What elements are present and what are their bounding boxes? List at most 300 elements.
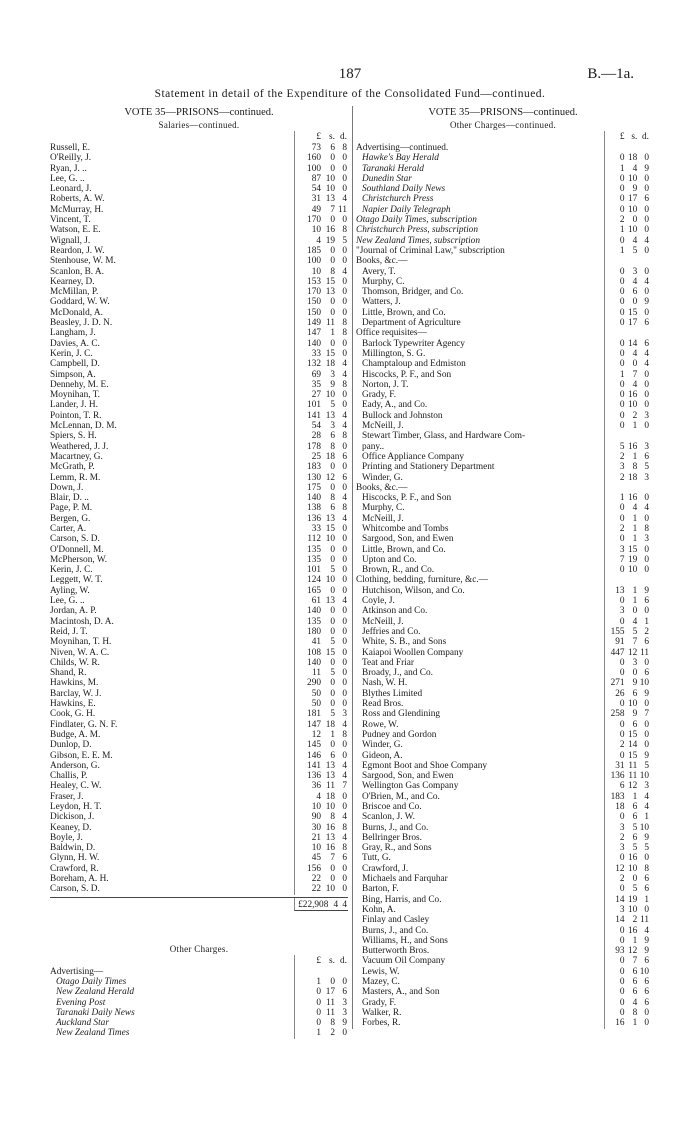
amount-pounds: 108 xyxy=(307,647,321,658)
amount-shillings: 5 xyxy=(632,843,638,854)
entry-name: Ross and Glendining xyxy=(362,709,440,720)
amount-pence: 4 xyxy=(644,276,650,287)
table-row xyxy=(356,678,650,688)
amount-shillings: 12 xyxy=(627,946,638,957)
amount-shillings: 7 xyxy=(632,369,638,380)
amount-shillings: 3 xyxy=(632,657,638,668)
amount-shillings: 0 xyxy=(330,338,335,349)
table-row xyxy=(356,267,650,277)
table-row xyxy=(356,1018,650,1028)
table-row xyxy=(50,297,348,307)
entry-name: McLennan, D. M. xyxy=(50,421,117,432)
amount-pounds: 165 xyxy=(307,585,321,596)
entry-name: Barclay, W. J. xyxy=(50,688,102,699)
amount-pence: 10 xyxy=(639,678,650,689)
amount-pounds: 101 xyxy=(307,565,321,576)
amount-shillings: 9 xyxy=(632,678,638,689)
entry-name: Jordan, A. P. xyxy=(50,606,97,617)
amount-shillings xyxy=(625,483,638,493)
amount-shillings: 10 xyxy=(627,204,638,215)
table-row xyxy=(356,215,650,225)
amount-shillings: 3 xyxy=(330,421,335,432)
table-row xyxy=(50,194,348,204)
amount-pence: 4 xyxy=(644,925,650,936)
amount-shillings: 13 xyxy=(325,513,335,524)
entry-name: New Zealand Times, subscription xyxy=(356,235,480,246)
table-row xyxy=(50,617,348,627)
entry-name: Scanlon, J. W. xyxy=(362,812,415,823)
amount-shillings: 0 xyxy=(330,740,335,751)
table-row xyxy=(50,421,348,431)
entry-name: Fraser, J. xyxy=(50,791,84,802)
amount-pounds: 3 xyxy=(619,822,625,833)
amount-shillings: 0 xyxy=(330,482,335,493)
amount-shillings: 10 xyxy=(627,863,638,874)
amount-pence: 5 xyxy=(644,760,650,771)
table-row xyxy=(356,164,650,174)
table-row xyxy=(50,730,348,740)
amount-shillings: 3 xyxy=(330,369,335,380)
amount-pence: 11 xyxy=(640,915,650,926)
amount-shillings: 17 xyxy=(627,194,638,205)
amount-shillings xyxy=(625,256,638,266)
entry-name: Spiers, S. H. xyxy=(50,431,97,442)
amount-pence: 0 xyxy=(342,647,347,658)
amount-pounds: 0 xyxy=(619,657,625,668)
entry-name: Macartney, G. xyxy=(50,451,103,462)
entry-name: Dickison, J. xyxy=(50,812,95,823)
amount-pounds: 101 xyxy=(307,400,321,411)
amount-shillings: 13 xyxy=(325,410,335,421)
amount-pence: 0 xyxy=(644,215,650,226)
amount-pence: 0 xyxy=(342,400,347,411)
amount-pounds: 31 xyxy=(311,194,321,205)
entry-name: Department of Agriculture xyxy=(362,318,461,329)
entry-name: Egmont Boot and Shoe Company xyxy=(362,760,487,771)
table-row xyxy=(356,277,650,287)
amount-shillings: 5 xyxy=(330,668,335,679)
entry-name: Reardon, J. W. xyxy=(50,245,105,256)
amount-pounds: 6 xyxy=(619,781,625,792)
entry-name: Reid, J. T. xyxy=(50,626,88,637)
entry-name: Brown, R., and Co. xyxy=(362,565,435,576)
amount-pence: 0 xyxy=(644,719,650,730)
entry-name: Kerin, J. C. xyxy=(50,565,93,576)
amount-pence: 0 xyxy=(342,863,347,874)
amount-pounds: 0 xyxy=(619,513,625,524)
amount-pence: 6 xyxy=(644,987,650,998)
amount-shillings: 8 xyxy=(632,462,638,473)
entry-name: pany.. xyxy=(362,441,385,452)
entry-name: Bergen, G. xyxy=(50,513,91,524)
amount-shillings: 1 xyxy=(632,451,638,462)
table-row xyxy=(50,473,348,483)
table-row xyxy=(356,874,650,884)
amount-shillings: 0 xyxy=(330,544,335,555)
amount-pounds xyxy=(605,143,625,153)
amount-pence: 8 xyxy=(342,225,347,236)
amount-shillings: 0 xyxy=(330,153,335,164)
entry-name: Glynn, H. W. xyxy=(50,853,100,864)
amount-pence: 0 xyxy=(644,565,650,576)
amount-pounds: 153 xyxy=(307,276,321,287)
amount-shillings: 0 xyxy=(330,616,335,627)
entry-name: Baldwin, D. xyxy=(50,843,96,854)
entry-name: Lewis, W. xyxy=(362,966,400,977)
table-row xyxy=(356,225,650,235)
table-row xyxy=(356,287,650,297)
table-row xyxy=(356,205,650,215)
amount-pence: 5 xyxy=(644,462,650,473)
amount-pence: 4 xyxy=(342,719,347,730)
amount-shillings: 15 xyxy=(627,729,638,740)
entry-name: Carson, S. D. xyxy=(50,534,100,545)
table-row xyxy=(50,637,348,647)
amount-shillings: 11 xyxy=(326,318,335,329)
amount-pence: 0 xyxy=(342,163,347,174)
table-row xyxy=(50,462,348,472)
amount-pounds: 0 xyxy=(619,348,625,359)
amount-pounds: 140 xyxy=(307,606,321,617)
amount-pence: 9 xyxy=(644,585,650,596)
entry-name: Childs, W. R. xyxy=(50,657,100,668)
table-row xyxy=(356,380,650,390)
amount-shillings: 0 xyxy=(330,297,335,308)
amount-pence: 0 xyxy=(342,626,347,637)
amount-pence: 0 xyxy=(644,173,650,184)
table-row xyxy=(356,390,650,400)
amount-shillings: 13 xyxy=(325,771,335,782)
amount-pence: 0 xyxy=(342,276,347,287)
amount-pounds: 2 xyxy=(619,832,625,843)
table-row xyxy=(50,874,348,884)
amount-pence: 5 xyxy=(342,235,347,246)
table-row xyxy=(50,493,348,503)
entry-name: Carter, A. xyxy=(50,523,87,534)
amount-pounds: 33 xyxy=(311,523,321,534)
amount-pounds: 140 xyxy=(307,657,321,668)
amount-shillings: 3 xyxy=(632,266,638,277)
amount-shillings: 10 xyxy=(325,534,335,545)
page-number: 187 xyxy=(338,66,362,82)
table-row xyxy=(50,164,348,174)
amount-pence: 4 xyxy=(342,410,347,421)
amount-pounds: 135 xyxy=(307,544,321,555)
entry-name: Pudney and Gordon xyxy=(362,729,437,740)
amount-shillings: 6 xyxy=(632,966,638,977)
table-row xyxy=(356,967,650,977)
left-other-units-row: £ s. d. xyxy=(50,955,348,967)
amount-shillings: 10 xyxy=(325,884,335,895)
entry-name: Leydon, H. T. xyxy=(50,802,102,812)
amount-shillings: 15 xyxy=(325,647,335,658)
amount-pence: 9 xyxy=(644,688,650,699)
amount-pounds: 155 xyxy=(610,626,625,637)
amount-pence: 9 xyxy=(644,832,650,843)
entry-name: Hiscocks, P. F., and Son xyxy=(362,369,452,380)
amount-pence: 3 xyxy=(644,441,650,452)
table-row xyxy=(356,194,650,204)
entry-name: Hiscocks, P. F., and Son xyxy=(362,493,452,504)
amount-pounds: 0 xyxy=(619,925,625,936)
table-row xyxy=(50,442,348,452)
amount-pence: 0 xyxy=(342,338,347,349)
entry-name: O'Brien, M., and Co. xyxy=(362,791,440,802)
amount-pounds: 5 xyxy=(619,441,625,452)
table-row xyxy=(50,339,348,349)
entry-name: Evening Post xyxy=(56,997,106,1008)
entry-name: Crawford, R. xyxy=(50,863,99,874)
table-row xyxy=(50,359,348,369)
table-row xyxy=(356,421,650,431)
amount-shillings: 1 xyxy=(632,935,638,946)
entry-name: Boyle, J. xyxy=(50,832,83,843)
table-row xyxy=(50,761,348,771)
amount-shillings: 17 xyxy=(627,318,638,329)
table-row xyxy=(356,575,650,585)
amount-pence: 0 xyxy=(644,513,650,524)
amount-shillings: 15 xyxy=(627,750,638,761)
entry-name: Vacuum Oil Company xyxy=(362,956,446,967)
total-shillings: 4 xyxy=(333,899,339,910)
table-row xyxy=(356,514,650,524)
entry-name: McNeill, J. xyxy=(362,513,404,524)
amount-shillings: 13 xyxy=(325,832,335,843)
amount-shillings: 4 xyxy=(632,503,638,514)
amount-pounds: 0 xyxy=(619,400,625,411)
entry-name: Bullock and Johnston xyxy=(362,410,443,421)
amount-shillings: 16 xyxy=(627,925,638,936)
amount-pence: 6 xyxy=(644,194,650,205)
table-row xyxy=(50,452,348,462)
amount-pounds: 0 xyxy=(619,235,625,246)
amount-shillings: 4 xyxy=(632,616,638,627)
amount-pounds: 35 xyxy=(311,379,321,390)
amount-shillings: 16 xyxy=(325,843,335,854)
unit-pence: d. xyxy=(340,132,347,142)
amount-pence: 8 xyxy=(342,822,347,833)
table-row xyxy=(356,812,650,822)
amount-pounds xyxy=(295,967,321,977)
amount-pence: 6 xyxy=(644,451,650,462)
amount-shillings: 15 xyxy=(627,544,638,555)
table-row xyxy=(356,318,650,328)
amount-pence: 0 xyxy=(342,153,347,164)
entry-name: Dunlop, D. xyxy=(50,740,92,751)
amount-shillings: 10 xyxy=(627,400,638,411)
amount-shillings: 15 xyxy=(627,307,638,318)
entry-name: Eady, A., and Co. xyxy=(362,400,428,411)
entry-name: "Journal of Criminal Law," subscription xyxy=(356,245,505,256)
amount-pounds: 12 xyxy=(311,729,321,740)
amount-shillings: 0 xyxy=(330,657,335,668)
amount-shillings: 6 xyxy=(330,503,335,514)
amount-pounds: 91 xyxy=(615,637,625,648)
amount-pounds: 138 xyxy=(307,503,321,514)
entry-name: McPherson, W. xyxy=(50,554,108,565)
amount-pence: 4 xyxy=(342,266,347,277)
amount-pounds: 12 xyxy=(615,863,625,874)
amount-pounds: 73 xyxy=(311,143,321,153)
right-column xyxy=(352,106,650,1029)
amount-shillings: 15 xyxy=(325,523,335,534)
table-row xyxy=(356,452,650,462)
amount-pounds: 54 xyxy=(311,184,321,195)
amount-pence: 0 xyxy=(342,554,347,565)
entry-name: Atkinson and Co. xyxy=(362,606,428,617)
table-row xyxy=(50,699,348,709)
amount-shillings: 6 xyxy=(632,802,638,812)
amount-pounds: 140 xyxy=(307,338,321,349)
amount-pounds: 0 xyxy=(619,503,625,514)
amount-pounds: 0 xyxy=(619,812,625,823)
table-row xyxy=(356,658,650,668)
entry-name: Lee, G. .. xyxy=(50,596,85,607)
entry-name: Read Bros. xyxy=(362,699,404,710)
amount-pounds: 0 xyxy=(619,297,625,308)
entry-name: Lander, J. H. xyxy=(50,400,98,411)
entry-name: Napier Daily Telegraph xyxy=(362,204,451,215)
amount-shillings: 6 xyxy=(632,688,638,699)
page-code: B.—1a. xyxy=(587,66,634,82)
table-row xyxy=(356,895,650,905)
table-row xyxy=(356,648,650,658)
amount-shillings: 0 xyxy=(330,976,335,987)
amount-shillings: 15 xyxy=(325,348,335,359)
amount-pounds: 0 xyxy=(619,410,625,421)
entry-name: Thomson, Bridger, and Co. xyxy=(362,287,464,298)
amount-shillings: 6 xyxy=(330,750,335,761)
amount-shillings: 10 xyxy=(325,575,335,586)
amount-shillings: 13 xyxy=(325,194,335,205)
amount-pounds: 185 xyxy=(307,245,321,256)
table-row xyxy=(356,411,650,421)
amount-pence xyxy=(637,328,650,338)
amount-pounds: 0 xyxy=(619,276,625,287)
entry-name: Winder, G. xyxy=(362,740,403,751)
amount-shillings: 1 xyxy=(632,523,638,534)
amount-pence: 0 xyxy=(342,215,347,226)
amount-pounds: 22 xyxy=(311,874,321,885)
amount-pence: 4 xyxy=(342,359,347,370)
left-other-charges-heading: Other Charges. xyxy=(169,943,229,954)
table-row xyxy=(356,174,650,184)
amount-pence: 0 xyxy=(342,523,347,534)
amount-pence: 0 xyxy=(342,740,347,751)
amount-pounds: 0 xyxy=(619,699,625,710)
amount-pence: 0 xyxy=(644,853,650,864)
amount-pounds: 135 xyxy=(307,554,321,565)
amount-shillings: 5 xyxy=(330,709,335,720)
entry-name: Down, J. xyxy=(50,482,84,493)
table-row xyxy=(356,246,650,256)
entry-name: New Zealand Herald xyxy=(56,987,134,998)
amount-shillings: 10 xyxy=(627,225,638,236)
amount-pounds: 21 xyxy=(311,832,321,843)
amount-pence: 10 xyxy=(639,771,650,782)
entry-name: Challis, P. xyxy=(50,771,88,782)
unit-pounds: £ xyxy=(316,132,321,142)
amount-pounds: 0 xyxy=(619,596,625,607)
entry-name: Langham, J. xyxy=(50,328,96,339)
total-pence: 4 xyxy=(342,899,347,910)
amount-pounds xyxy=(605,256,625,266)
amount-shillings: 0 xyxy=(330,626,335,637)
amount-shillings: 0 xyxy=(330,554,335,565)
amount-pounds: 3 xyxy=(619,904,625,915)
amount-pounds: 0 xyxy=(619,935,625,946)
amount-shillings: 15 xyxy=(325,276,335,287)
amount-pence: 0 xyxy=(644,225,650,236)
table-row xyxy=(356,184,650,194)
amount-pounds: 2 xyxy=(619,451,625,462)
amount-pence: 0 xyxy=(342,616,347,627)
amount-pounds: 0 xyxy=(619,884,625,895)
table-row xyxy=(50,205,348,215)
table-row xyxy=(356,915,650,925)
amount-pounds: 150 xyxy=(307,307,321,318)
amount-pounds: 3 xyxy=(619,544,625,555)
amount-pence: 0 xyxy=(342,173,347,184)
entry-name: Coyle, J. xyxy=(362,596,395,607)
table-row xyxy=(356,483,650,493)
table-row xyxy=(50,411,348,421)
amount-shillings: 1 xyxy=(632,791,638,802)
entry-name: Leggett, W. T. xyxy=(50,575,103,586)
amount-pence: 0 xyxy=(342,184,347,195)
amount-shillings: 0 xyxy=(330,462,335,473)
amount-pence: 4 xyxy=(644,348,650,359)
amount-pounds: 31 xyxy=(615,760,625,771)
amount-pence: 0 xyxy=(342,348,347,359)
table-row xyxy=(50,267,348,277)
entry-name: Sargood, Son, and Ewen xyxy=(362,534,454,545)
amount-pounds: 136 xyxy=(307,771,321,782)
table-row xyxy=(50,833,348,843)
amount-pounds: 25 xyxy=(311,451,321,462)
amount-pounds: 135 xyxy=(307,616,321,627)
amount-pence: 1 xyxy=(644,812,650,823)
amount-pounds: 1 xyxy=(619,369,625,380)
amount-pence xyxy=(335,967,348,977)
amount-pence xyxy=(637,256,650,266)
table-row xyxy=(356,565,650,575)
amount-pounds: 0 xyxy=(619,379,625,390)
right-vote-heading: VOTE 35—PRISONS—continued. xyxy=(428,107,578,118)
amount-pence: 0 xyxy=(644,1018,650,1029)
table-row xyxy=(50,884,348,894)
entry-name: Wignall, J. xyxy=(50,235,91,246)
amount-pence: 8 xyxy=(342,328,347,339)
amount-pence: 0 xyxy=(644,184,650,195)
amount-shillings: 0 xyxy=(632,668,638,679)
amount-pounds: 0 xyxy=(619,977,625,988)
amount-pence: 6 xyxy=(342,987,347,998)
table-row xyxy=(356,545,650,555)
amount-pounds: 4 xyxy=(316,235,321,246)
amount-pounds: 2 xyxy=(619,472,625,483)
amount-pence: 0 xyxy=(644,554,650,565)
amount-pence: 0 xyxy=(342,1028,347,1039)
amount-pence: 0 xyxy=(644,266,650,277)
amount-shillings: 1 xyxy=(330,328,335,339)
amount-pence: 0 xyxy=(644,740,650,751)
amount-pence: 0 xyxy=(342,462,347,473)
amount-pence: 4 xyxy=(644,359,650,370)
table-row xyxy=(356,699,650,709)
entry-name: McMillan, P. xyxy=(50,287,99,298)
amount-shillings: 0 xyxy=(330,874,335,885)
